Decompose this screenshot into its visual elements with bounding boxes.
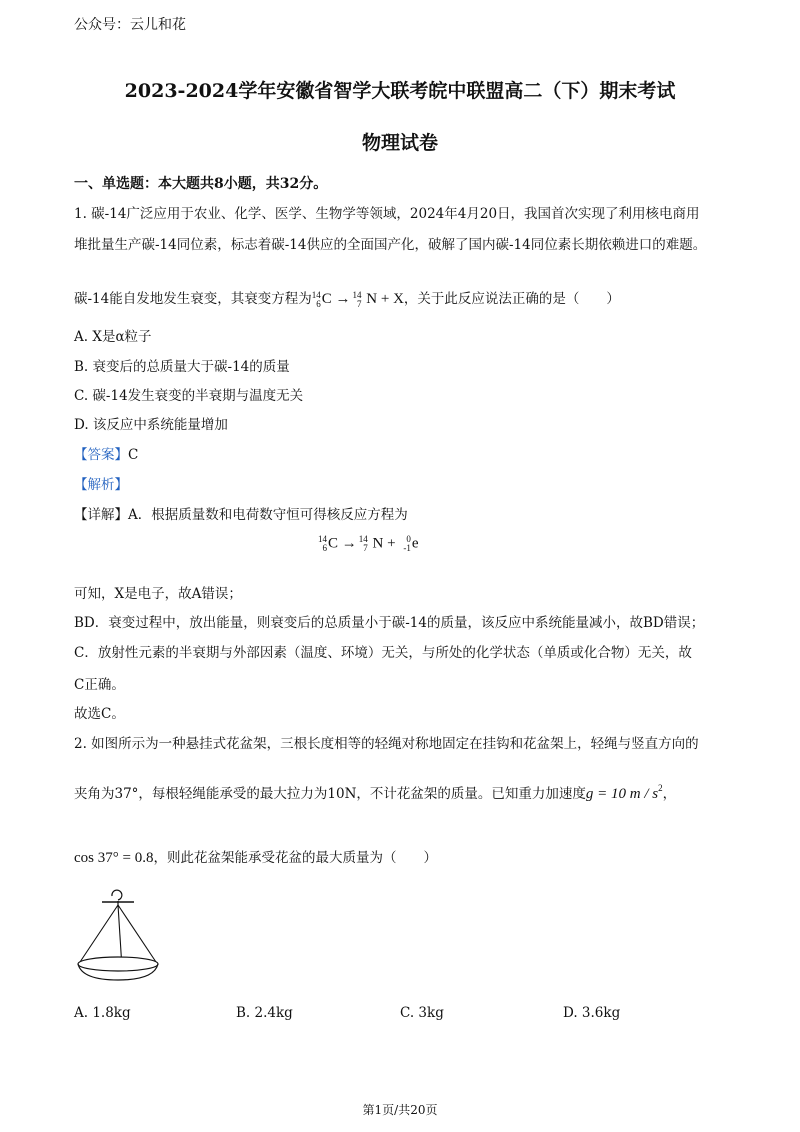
exam-subject: 物理试卷: [361, 132, 438, 154]
q1-option-b: B. 衰变后的总质量大于碳-14的质量: [74, 359, 290, 375]
cos-expression: cos 37° = 0.8: [74, 850, 154, 866]
full-decay-equation: 14 6C → 14 7 N + 0 -1e: [318, 534, 419, 553]
q2-stem-line3: cos 37° = 0.8，则此花盆架能承受花盆的最大质量为（ ）: [74, 850, 437, 866]
explain-line4: C正确。: [74, 677, 125, 693]
decay-equation: 14 6C → 14 7 N + X: [311, 289, 404, 309]
q1-option-d: D. 该反应中系统能量增加: [74, 417, 228, 433]
q1-stem-line3-post: ，关于此反应说法正确的是（ ）: [403, 291, 620, 307]
section-title: 一、单选题：本大题共8小题，共32分。: [74, 176, 328, 192]
q1-detail: [74, 506, 408, 524]
page-footer: 第1页/共20页: [362, 1103, 438, 1117]
q2-option-b: B. 2.4kg: [236, 1005, 293, 1021]
explain-line1: 可知，X是电子，故A错误；: [74, 586, 242, 602]
detail-a: A．根据质量数和电荷数守恒可得核反应方程为: [128, 507, 408, 523]
explain-line3: C．放射性元素的半衰期与外部因素（温度、环境）无关，与所处的化学状态（单质或化合物）无关，故: [74, 645, 692, 661]
q1-stem-line3-pre: 碳-14能自发地发生衰变，其衰变方程为: [74, 291, 312, 307]
q2-option-d: D. 3.6kg: [563, 1005, 621, 1021]
explain-line2: BD．衰变过程中，放出能量，则衰变后的总质量小于碳-14的质量，该反应中系统能量减小，故BD错误；: [74, 615, 705, 631]
detail-tag: 【详解】: [74, 507, 128, 523]
flower-pot-hanger-figure: [72, 888, 164, 988]
q1-option-a: A. X是α粒子: [74, 329, 152, 345]
q1-stem-line1: 1. 碳-14广泛应用于农业、化学、医学、生物学等领域，2024年4月20日，我国首次实现了利用核电商用: [74, 206, 700, 222]
q1-answer: [74, 446, 138, 464]
gravity-exponent: 2: [658, 783, 663, 793]
analysis-tag: 【解析】: [74, 477, 128, 493]
q1-stem-line2: 堆批量生产碳-14同位素，标志着碳-14供应的全面国产化，破解了国内碳-14同位素长期依赖进口的难题。: [74, 237, 707, 253]
answer-value: C: [128, 447, 139, 463]
q1-stem-line3: [74, 290, 620, 309]
q2-stem-line2: 夹角为37°，每根轻绳能承受的最大拉力为10N，不计花盆架的质量。已知重力加速度g = 10 m / $s^2$，: [74, 783, 677, 802]
header-account: 公众号：云儿和花: [74, 17, 186, 33]
explain-line5: 故选C。: [74, 706, 125, 722]
q2-option-c: C. 3kg: [400, 1005, 444, 1021]
exam-title: 2023-2024学年安徽省智学大联考皖中联盟高二（下）期末考试: [124, 80, 676, 102]
gravity-expression: g = 10 m / s: [585, 786, 659, 802]
q2-option-a: A. 1.8kg: [74, 1005, 131, 1021]
answer-tag: 【答案】: [74, 447, 128, 463]
carbon-nuclide-numbers: 14 6: [311, 289, 321, 309]
q1-option-c: C. 碳-14发生衰变的半衰期与温度无关: [74, 388, 304, 404]
q2-stem-line1: 2. 如图所示为一种悬挂式花盆架，三根长度相等的轻绳对称地固定在挂钩和花盆架上，轻绳与竖直方向的: [74, 736, 699, 752]
nitrogen-nuclide-numbers: 14 7: [352, 289, 362, 309]
